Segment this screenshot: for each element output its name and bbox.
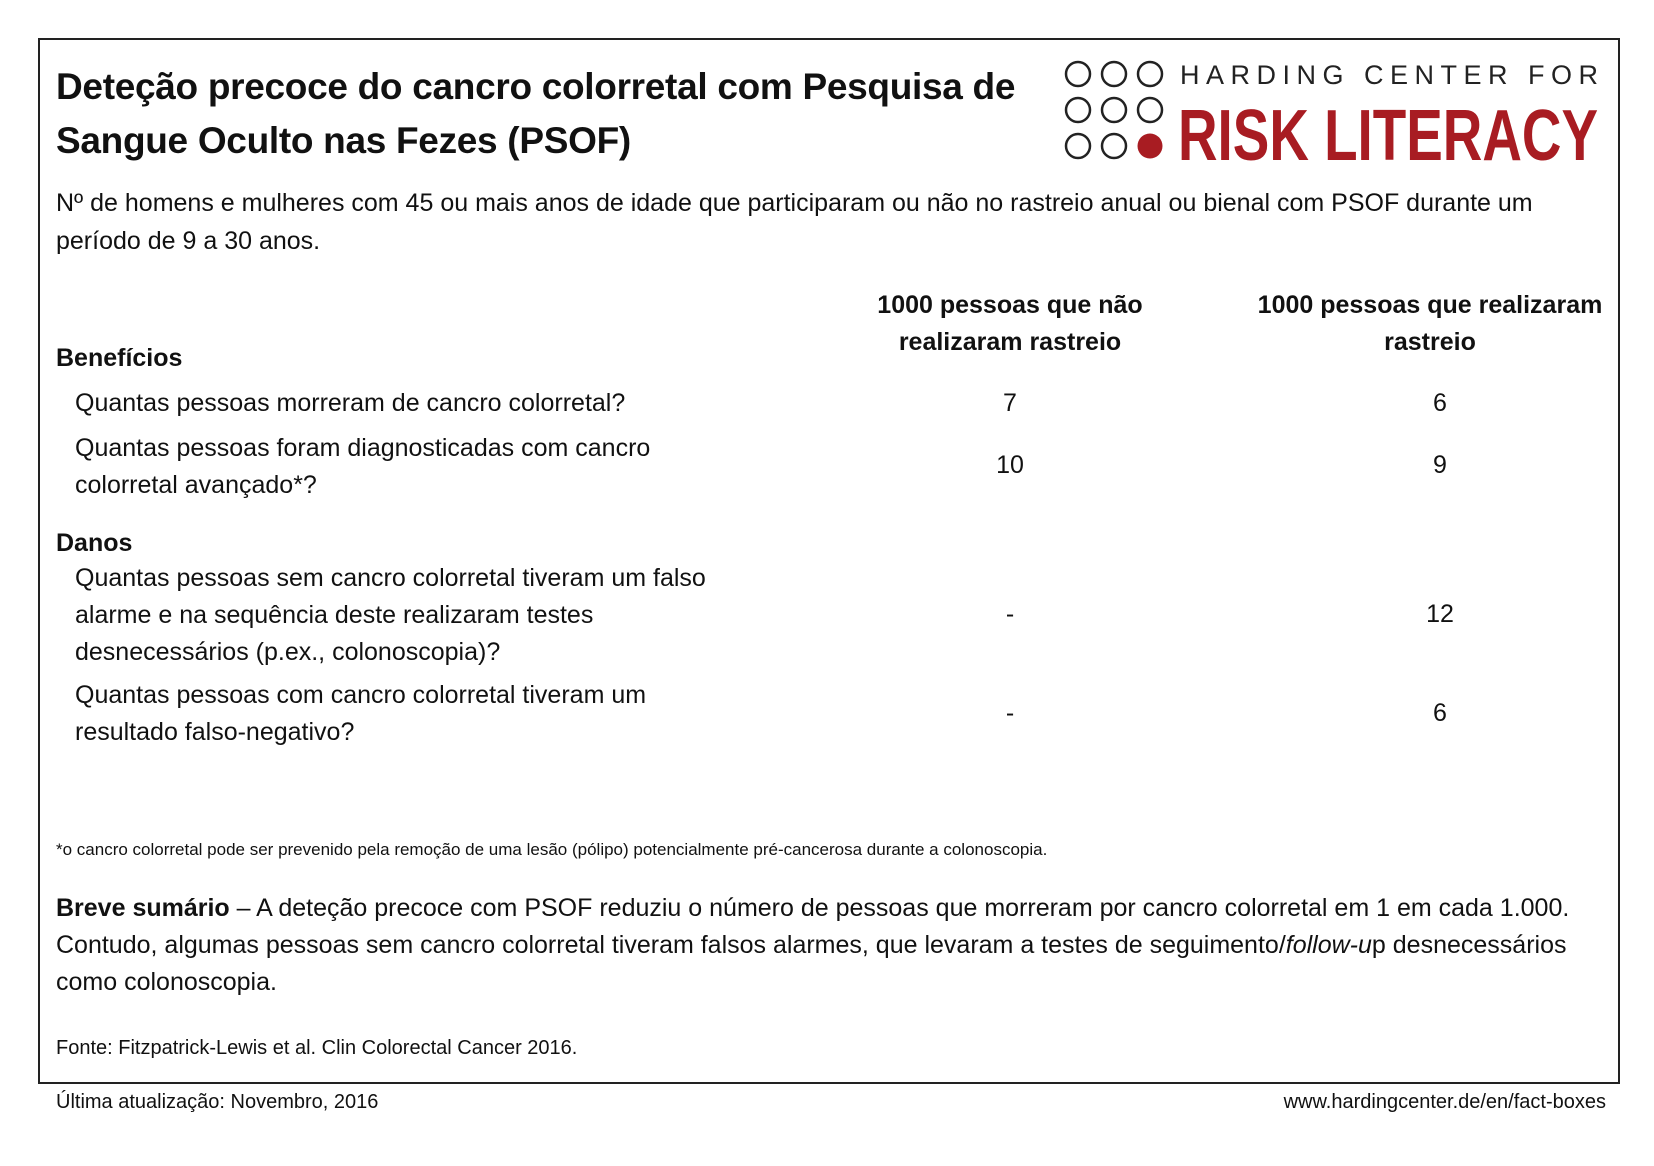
harm-value-screening: 6 bbox=[1433, 699, 1447, 727]
logo-line2: RISK LITERACY bbox=[1178, 96, 1598, 168]
benefit-value-no-screening: 10 bbox=[996, 451, 1024, 479]
benefit-value-screening: 6 bbox=[1433, 389, 1447, 417]
logo-accent-dot-icon bbox=[1138, 134, 1163, 159]
fact-box-title: Deteção precoce do cancro colorretal com Pesquisa de Sangue Oculto nas Fezes (PSOF) bbox=[56, 66, 1016, 161]
source-citation: Fonte: Fitzpatrick-Lewis et al. Clin Colorectal Cancer 2016. bbox=[56, 1037, 578, 1059]
benefit-value-screening: 9 bbox=[1433, 451, 1447, 479]
summary-text-end: p desnecessários como colonoscopia. bbox=[56, 931, 1567, 996]
section-harms-label: Danos bbox=[56, 529, 133, 557]
section-benefits-label: Benefícios bbox=[56, 344, 183, 372]
summary bbox=[56, 890, 1616, 1001]
fact-box bbox=[38, 38, 1620, 1113]
summary-text-italic: follow-u bbox=[1285, 931, 1372, 959]
website-link[interactable]: www.hardingcenter.de/en/fact-boxes bbox=[1283, 1091, 1606, 1113]
harding-center-logo bbox=[1060, 58, 1620, 168]
last-updated: Última atualização: Novembro, 2016 bbox=[56, 1091, 379, 1113]
summary-text: – A deteção precoce com PSOF reduziu o número de pessoas que morreram por cancro colorretal em 1 em cada 1.000. Contudo, algumas pessoas sem cancro colorretal tiveram falsos alarmes, que levaram a testes de seguimento/ bbox=[56, 894, 1570, 959]
benefit-value-no-screening: 7 bbox=[1003, 389, 1017, 417]
harm-value-no-screening: - bbox=[1005, 699, 1015, 727]
harm-question: Quantas pessoas sem cancro colorretal tiveram um falso alarme e na sequência deste realizaram testes desnecessários (p.ex., colonoscopia)? bbox=[75, 564, 706, 666]
fact-box-subtitle: Nº de homens e mulheres com 45 ou mais anos de idade que participaram ou não no rastreio anual ou bienal com PSOF durante um período de 9 a 30 anos. bbox=[56, 189, 1533, 255]
benefit-question: Quantas pessoas foram diagnosticadas com cancro colorretal avançado*? bbox=[75, 434, 651, 499]
harm-value-no-screening: - bbox=[1005, 600, 1015, 628]
summary-label: Breve sumário bbox=[56, 894, 230, 922]
benefit-question: Quantas pessoas morreram de cancro colorretal? bbox=[75, 389, 626, 417]
logo-line1: HARDING CENTER FOR bbox=[1180, 60, 1605, 90]
column-header-no-screening: 1000 pessoas que não realizaram rastreio bbox=[877, 291, 1143, 356]
harm-value-screening: 12 bbox=[1426, 600, 1454, 628]
harm-question: Quantas pessoas com cancro colorretal tiveram um resultado falso-negativo? bbox=[75, 681, 647, 746]
column-header-screening: 1000 pessoas que realizaram rastreio bbox=[1257, 291, 1603, 356]
footnote: *o cancro colorretal pode ser prevenido pela remoção de uma lesão (pólipo) potencialmente pré-cancerosa durante a colonoscopia. bbox=[56, 840, 1048, 859]
